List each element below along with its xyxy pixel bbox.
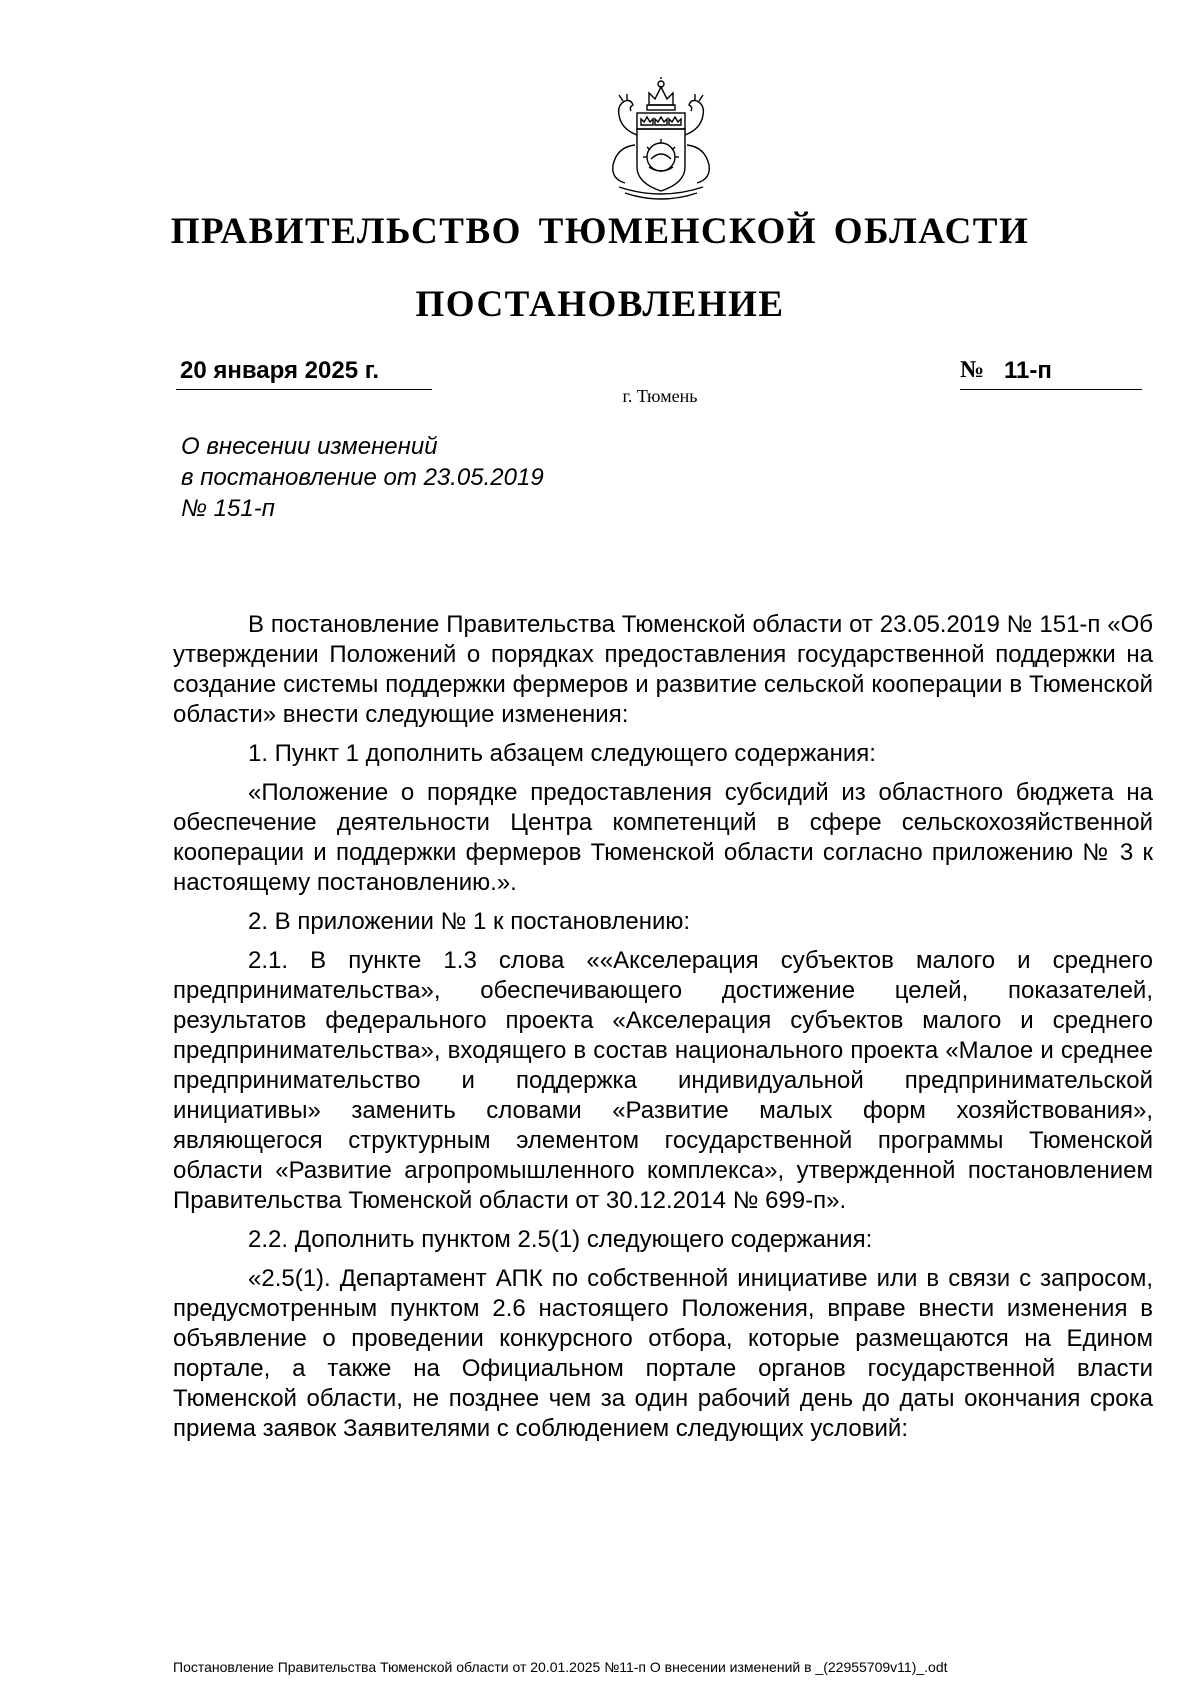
body-paragraph: «2.5(1). Департамент АПК по собственной инициативе или в связи с запросом, предусмотренным пунктом 2.6 настоящего Положения, вправе внести изменения в объявление о проведении конкурсного отбора, которые размещаются на Едином портале, а также на Официальном портале органов государственной власти Тюменской области, не позднее чем за один рабочий день до даты окончания срока приема заявок Заявителями с соблюдением следующих условий: — [173, 1265, 1153, 1442]
subject-line: № 151-п — [181, 495, 275, 522]
document-footer: Постановление Правительства Тюменской области от 20.01.2025 №11-п О внесении изменений в _(22955709v11)_.odt — [173, 1659, 948, 1675]
body-paragraph: В постановление Правительства Тюменской области от 23.05.2019 № 151-п «Об утверждении Положений о порядках предоставления государственной поддержки на создание системы поддержки фермеров и развитие сельской кооперации в Тюменской области» внести следующие изменения: — [173, 611, 1153, 728]
document-date: 20 января 2025 г. — [180, 357, 379, 384]
body-paragraph: «Положение о порядке предоставления субсидий из областного бюджета на обеспечение деятельности Центра компетенций в сфере сельскохозяйственной кооперации и поддержки фермеров Тюменской области согласно приложению № 3 к настоящему постановлению.». — [173, 779, 1153, 896]
body-paragraph: 2.1. В пункте 1.3 слова ««Акселерация субъектов малого и среднего предпринимательства», обеспечивающего достижение целей, показателей, результатов федерального проекта «Акселерация субъектов малого и среднего предпринимательства», входящего в состав национального проекта «Малое и среднее предпринимательство и поддержка индивидуальной предпринимательской инициативы» заменить словами «Развитие малых форм хозяйствования», являющегося структурным элементом государственной программы Тюменской области «Развитие агропромышленного комплекса», утвержденной постановлением Правительства Тюменской области от 30.12.2014 № 699-п». — [173, 947, 1153, 1214]
subject-line: О внесении изменений — [181, 433, 438, 460]
body-paragraph: 1. Пункт 1 дополнить абзацем следующего содержания: — [248, 740, 876, 767]
government-title: ПРАВИТЕЛЬСТВО ТЮМЕНСКОЙ ОБЛАСТИ — [170, 211, 1030, 252]
body-paragraph: 2. В приложении № 1 к постановлению: — [248, 908, 691, 935]
document-number: 11-п — [1004, 357, 1052, 384]
subject-line: в постановление от 23.05.2019 — [181, 464, 544, 491]
document-subject — [181, 431, 661, 524]
document-city: г. Тюмень — [622, 386, 698, 406]
tyumen-region-coat-of-arms-icon — [597, 75, 725, 203]
number-sign: № — [960, 357, 985, 383]
document-type-title: ПОСТАНОВЛЕНИЕ — [415, 284, 785, 325]
document-body — [173, 610, 1153, 1453]
body-paragraph: 2.2. Дополнить пунктом 2.5(1) следующего содержания: — [248, 1226, 873, 1253]
